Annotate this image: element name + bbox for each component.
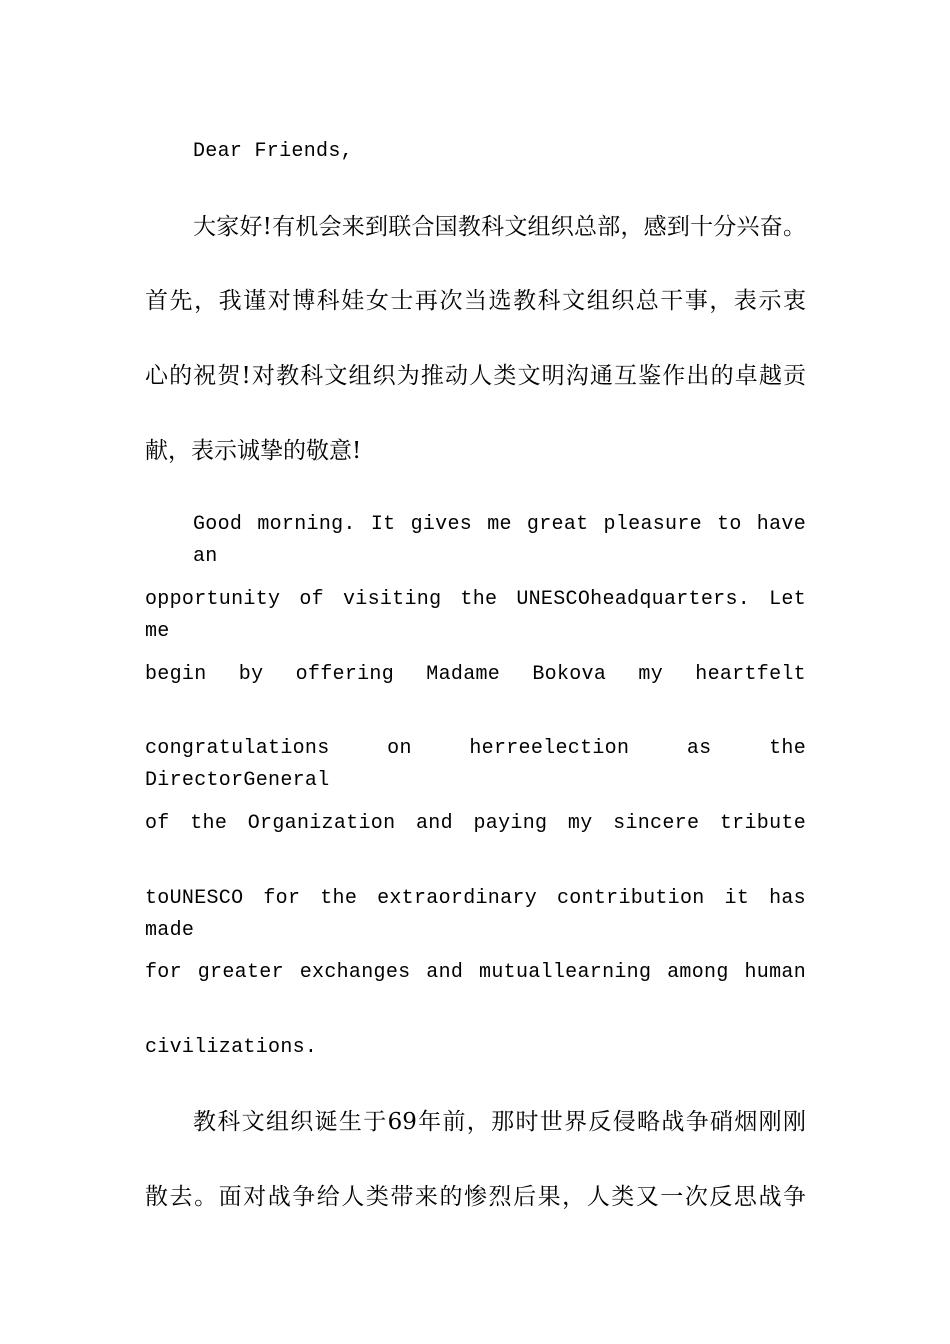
paragraph-2-line-2: opportunity of visiting the UNESCOheadquarters. Let me	[145, 588, 806, 643]
paragraph-2-line-1: Good morning. It gives me great pleasure to have an	[193, 513, 806, 568]
paragraph-2-line-4: congratulations on herreelection as the DirectorGeneral	[145, 737, 806, 792]
salutation-line: Dear Friends,	[193, 140, 353, 163]
paragraph-3-line-1: 教科文组织诞生于69年前，那时世界反侵略战争硝烟刚刚	[193, 1109, 806, 1135]
paragraph-2-line-3: begin by offering Madame Bokova my heartfelt	[145, 663, 806, 686]
paragraph-2-line-7: for greater exchanges and mutuallearning among human	[145, 961, 806, 984]
paragraph-1-line-3: 心的祝贺!对教科文组织为推动人类文明沟通互鉴作出的卓越贡	[145, 363, 806, 389]
paragraph-2-line-6: toUNESCO for the extraordinary contribution it has made	[145, 887, 806, 942]
paragraph-1-line-2: 首先，我谨对博科娃女士再次当选教科文组织总干事，表示衷	[145, 288, 806, 314]
paragraph-1-line-1: 大家好!有机会来到联合国教科文组织总部，感到十分兴奋。	[193, 214, 806, 240]
paragraph-2-line-8: civilizations.	[145, 1036, 318, 1059]
paragraph-3-line-2: 散去。面对战争给人类带来的惨烈后果，人类又一次反思战争	[145, 1184, 806, 1210]
paragraph-2-line-5: of the Organization and paying my sincere tribute	[145, 812, 806, 835]
paragraph-1-line-4: 献，表示诚挚的敬意!	[145, 438, 362, 464]
